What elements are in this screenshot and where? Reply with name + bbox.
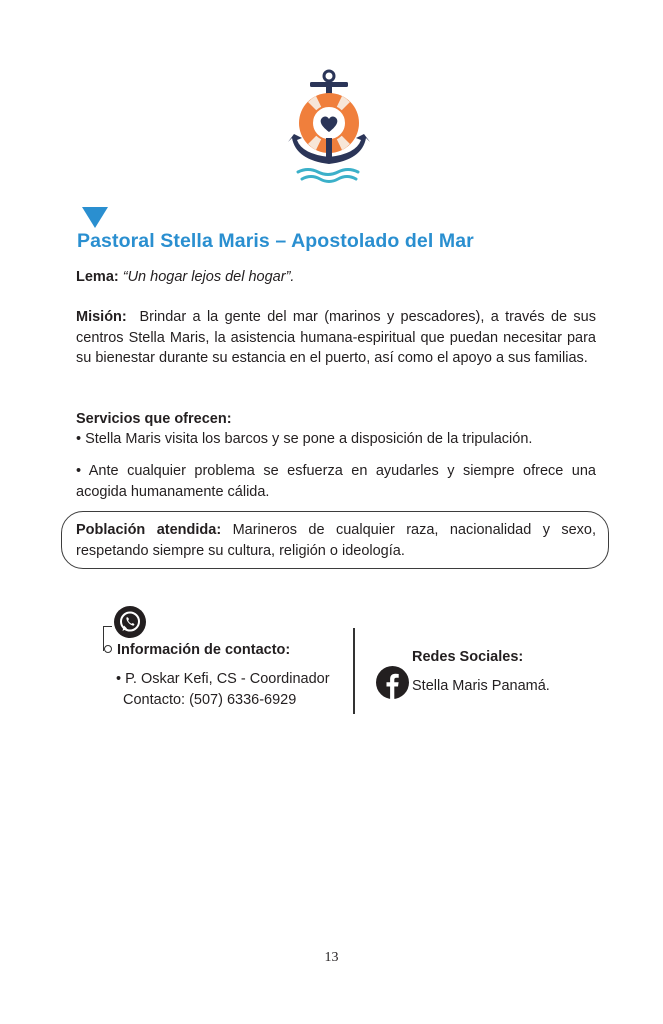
servicio-item: • Ante cualquier problema se esfuerza en ayudarles y siempre ofrece una acogida humanamente cálida. [76, 463, 596, 500]
servicios-heading: Servicios que ofrecen: [76, 411, 232, 427]
vertical-divider [353, 628, 355, 714]
lema-value: “Un hogar lejos del hogar”. [122, 269, 295, 285]
poblacion-text: Marineros de cualquier raza, nacionalidad y sexo, respetando siempre su cultura, religión o ideología. [76, 522, 597, 559]
contact-person: • P. Oskar Kefi, CS - Coordinador [116, 671, 330, 687]
poblacion-label: Población atendida: [76, 522, 222, 538]
mision-label: Misión: [76, 309, 127, 325]
servicio-item: • Stella Maris visita los barcos y se pone a disposición de la tripulación. [76, 431, 533, 447]
poblacion-paragraph [76, 520, 596, 561]
facebook-icon [376, 666, 409, 699]
social-heading: Redes Sociales: [412, 649, 524, 665]
stella-maris-logo [286, 68, 372, 186]
whatsapp-icon [114, 606, 146, 638]
section-marker-triangle [82, 207, 108, 228]
page-number: 13 [324, 950, 339, 965]
mision-paragraph [76, 307, 596, 369]
section-title: Pastoral Stella Maris – Apostolado del Mar [77, 230, 474, 252]
bracket-dot [104, 645, 112, 653]
lema-label: Lema: [76, 269, 119, 285]
mision-text: Brindar a la gente del mar (marinos y pescadores), a través de sus centros Stella Maris, la asistencia humana-espiritual que puedan necesitar para su bienestar durante su estancia en el puerto, así como el apoyo a sus familias. [76, 309, 596, 366]
contact-heading: Información de contacto: [117, 642, 291, 658]
lema-paragraph [76, 267, 596, 288]
contact-phone: Contacto: (507) 6336-6929 [123, 692, 297, 708]
social-name: Stella Maris Panamá. [412, 678, 550, 694]
